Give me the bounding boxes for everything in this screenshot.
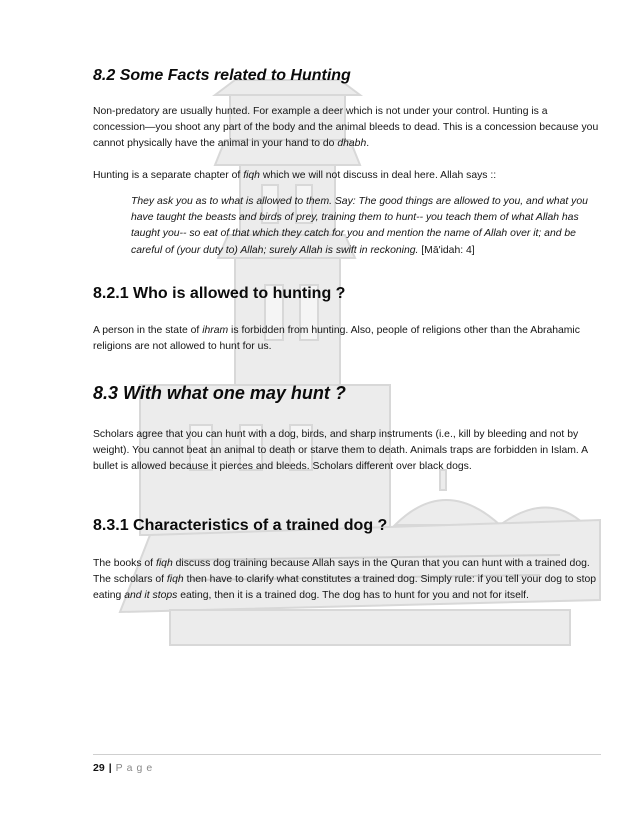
footer-separator: | xyxy=(108,762,112,774)
italic-term: dhabh xyxy=(337,138,367,150)
text-run: Non-predatory are usually hunted. For example a deer which is not under your control. Hunting is a concession—you shoot any part of the body and the animal bleeds to dead. This is a concession because you cannot physically have the animal in your hand to do xyxy=(93,106,599,150)
heading-8-3: 8.3 With what one may hunt ? xyxy=(93,383,346,403)
text-run: then have to clarify what constitutes a trained dog. Simply rule: if you tell your dog to stop eating xyxy=(93,574,597,602)
text-run: The books of xyxy=(93,558,156,569)
page-number: 29 xyxy=(93,762,105,774)
heading-8-2: 8.2 Some Facts related to Hunting xyxy=(93,67,351,84)
text-run: Hunting is a separate chapter of xyxy=(93,170,244,181)
quote-reference: [Mā'idah: 4] xyxy=(418,244,475,256)
text-run: . xyxy=(366,138,370,150)
italic-term: fiqh xyxy=(166,574,184,586)
text-run: which we will not discuss in deal here. Allah says :: xyxy=(259,170,497,181)
text-run: A person in the state of xyxy=(93,325,203,336)
italic-term: fiqh xyxy=(155,558,173,569)
quote-text: They ask you as to what is allowed to them. Say: The good things are allowed to you, and what you have taught the beasts and birds of prey, training them to hunt-- you teach them of what Allah has taught you-- so eat of that which they catch for you and mention the name of Allah over it; and be careful of (your duty to) Allah; surely Allah is swift in reckoning. xyxy=(131,196,588,256)
text-run: Scholars agree that you can hunt with a dog, birds, and sharp instruments (i.e., kill by bleeding and not by weight). You cannot beat an animal to death or starve them to death. Animals traps are forbidden in Islam. A bullet is allowed because it pierces and bleeds. Scholars different over black dogs. xyxy=(93,429,588,473)
text-run: is forbidden from hunting. Also, people of religions other than the Abrahamic religions are not allowed to hunt for us. xyxy=(93,325,580,353)
heading-8-3-1: 8.3.1 Characteristics of a trained dog ? xyxy=(93,517,388,534)
paragraph-8-3 xyxy=(93,427,599,476)
italic-term: ihram xyxy=(202,325,229,336)
quran-quote xyxy=(131,194,597,259)
paragraph-8-2-chapter xyxy=(93,168,599,184)
paragraph-8-2-1 xyxy=(93,323,599,355)
heading-8-2-1: 8.2.1 Who is allowed to hunting ? xyxy=(93,285,346,302)
paragraph-8-3-1 xyxy=(93,556,599,605)
page-label: Page xyxy=(115,762,157,774)
text-run: discuss dog training because Allah says in the Quran that you can hunt with a trained dog. The scholars of xyxy=(93,558,590,586)
italic-term: and it stops xyxy=(124,590,178,602)
page-footer xyxy=(93,762,156,774)
text-run: eating, then it is a trained dog. The dog has to hunt for you and not for itself. xyxy=(177,590,529,602)
italic-term: fiqh xyxy=(243,170,260,181)
paragraph-8-2-intro xyxy=(93,104,599,153)
footer-divider xyxy=(93,754,601,755)
